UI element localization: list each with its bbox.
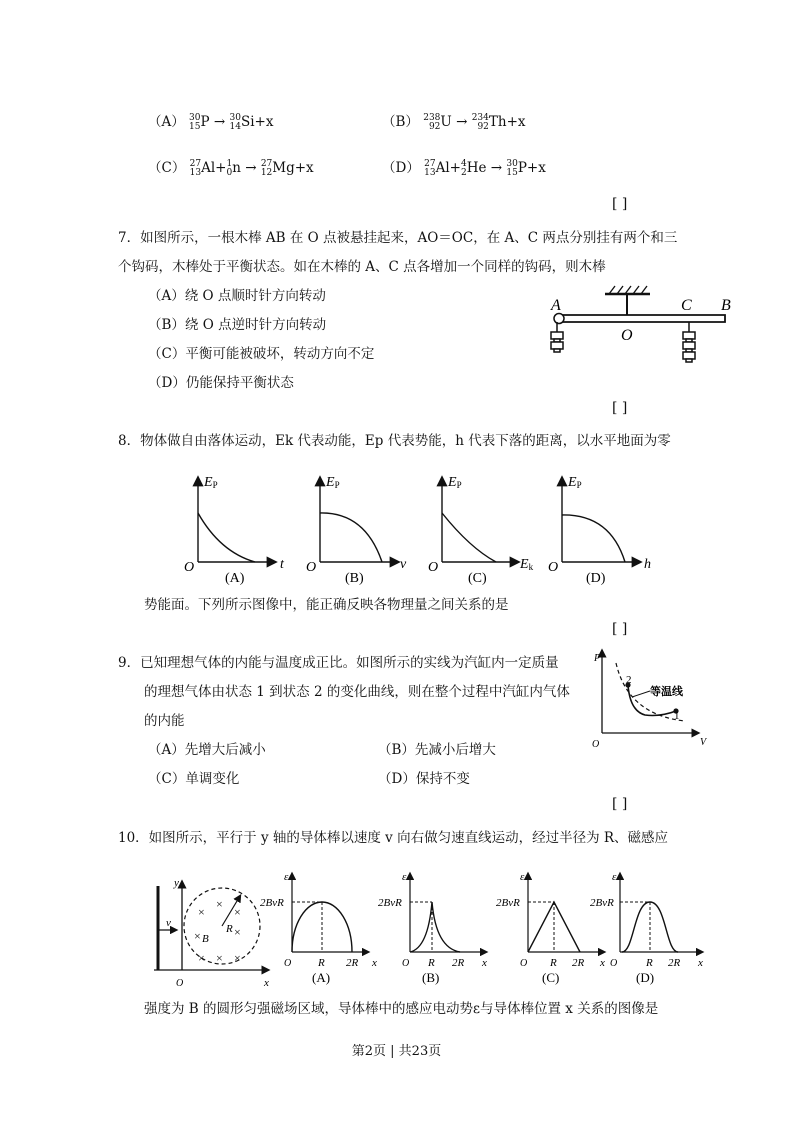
- q10-curve-b: [410, 902, 460, 952]
- svg-text:×: ×: [198, 905, 205, 919]
- svg-text:EP: EP: [204, 475, 218, 490]
- q8-curve-d: [562, 515, 625, 562]
- svg-text:×: ×: [234, 905, 241, 919]
- q6-option-a: （A） 30 15P → 30 14Si+x: [148, 112, 274, 132]
- q7-option-c: （C）平衡可能被破坏，转动方向不定: [148, 346, 375, 362]
- svg-text:ε: ε: [612, 871, 617, 883]
- svg-text:2R: 2R: [346, 957, 359, 969]
- svg-text:O: O: [402, 958, 410, 969]
- svg-text:O: O: [428, 560, 439, 575]
- q6-option-b: （B） 238 92U → 234 92Th+x: [382, 112, 526, 132]
- svg-text:x: x: [264, 977, 269, 989]
- svg-text:O: O: [184, 560, 195, 575]
- svg-text:O: O: [176, 978, 184, 989]
- q9-option-c: （C）单调变化: [148, 771, 240, 787]
- svg-text:R: R: [318, 957, 325, 969]
- q8-graph-c: [428, 475, 534, 586]
- svg-text:V: V: [700, 737, 707, 748]
- svg-text:EP: EP: [568, 475, 582, 490]
- svg-text:x: x: [372, 957, 377, 969]
- svg-text:y: y: [174, 877, 179, 889]
- q8-answer-bracket[interactable]: [ ]: [612, 621, 628, 637]
- svg-text:(A): (A): [312, 970, 331, 985]
- label-a: A: [551, 297, 561, 314]
- q6-option-d: （D） 27 13Al+4 2He → 30 15P+x: [382, 158, 546, 178]
- page-footer: 第2页 | 共23页: [351, 1044, 442, 1059]
- q8-graph-a: [184, 475, 285, 586]
- svg-text:O: O: [520, 958, 528, 969]
- svg-text:O: O: [548, 560, 559, 575]
- q10-graph-d: [590, 871, 703, 985]
- q8-curve-b: [320, 513, 382, 562]
- svg-text:2R: 2R: [572, 957, 585, 969]
- svg-text:ε: ε: [402, 871, 407, 883]
- q7-lever-figure: [545, 282, 745, 372]
- svg-text:2R: 2R: [452, 957, 465, 969]
- q9-option-b: （B）先减小后增大: [378, 742, 496, 758]
- svg-text:h: h: [644, 557, 651, 572]
- svg-text:R: R: [550, 957, 557, 969]
- q10-stem-line1: 10．如图所示，平行于 y 轴的导体棒以速度 v 向右做匀速直线运动，经过半径为 R、磁感应: [118, 830, 669, 846]
- q9-stem-line3: 的内能: [144, 713, 185, 729]
- q8-graph-d: [548, 475, 651, 586]
- svg-text:R: R: [428, 957, 435, 969]
- svg-text:(B): (B): [422, 970, 440, 985]
- svg-text:×: ×: [194, 929, 201, 943]
- svg-text:x: x: [482, 957, 487, 969]
- q7-answer-bracket[interactable]: [ ]: [612, 400, 628, 416]
- svg-text:x: x: [600, 957, 605, 969]
- q9-stem-line1: 9．已知理想气体的内能与温度成正比。如图所示的实线为汽缸内一定质量: [118, 655, 559, 671]
- svg-text:v: v: [400, 557, 407, 572]
- q8-graphs: [170, 470, 670, 588]
- svg-text:2BvR: 2BvR: [260, 897, 284, 909]
- svg-text:(D): (D): [586, 571, 606, 586]
- isotherm-label: 等温线: [650, 686, 683, 698]
- svg-text:×: ×: [234, 925, 241, 939]
- svg-text:(D): (D): [636, 970, 655, 985]
- svg-text:(A): (A): [225, 571, 245, 586]
- q10-graph-a: [260, 871, 377, 985]
- state-1-label: 1: [674, 710, 680, 722]
- q10-figures: [150, 868, 710, 993]
- svg-text:(C): (C): [542, 970, 560, 985]
- label-o: O: [621, 327, 633, 344]
- q7-option-a: （A）绕 O 点顺时针方向转动: [148, 288, 326, 304]
- svg-text:Ek: Ek: [520, 557, 534, 572]
- q8-curve-c: [442, 513, 496, 562]
- weights-at-a: [551, 332, 563, 352]
- q9-answer-bracket[interactable]: [ ]: [612, 796, 628, 812]
- q7-option-d: （D）仍能保持平衡状态: [148, 375, 294, 391]
- label-c: C: [681, 297, 692, 314]
- svg-text:2R: 2R: [668, 957, 681, 969]
- svg-text:B: B: [202, 933, 209, 945]
- q8-graph-b: [306, 475, 407, 586]
- svg-text:R: R: [226, 923, 233, 935]
- svg-text:EP: EP: [448, 475, 462, 490]
- svg-text:(C): (C): [468, 571, 487, 586]
- q7-stem-line2: 个钩码，木棒处于平衡状态。如在木棒的 A、C 点各增加一个同样的钩码，则木棒: [118, 259, 606, 275]
- svg-text:2BvR: 2BvR: [496, 897, 520, 909]
- svg-text:P: P: [594, 653, 601, 664]
- svg-text:O: O: [592, 739, 600, 750]
- q7-option-b: （B）绕 O 点逆时针方向转动: [148, 317, 327, 333]
- svg-text:×: ×: [234, 951, 241, 965]
- svg-text:×: ×: [198, 951, 205, 965]
- svg-text:×: ×: [216, 951, 223, 965]
- state-2-label: 2: [626, 674, 632, 686]
- q10-graph-b: [378, 871, 487, 985]
- label-b: B: [721, 297, 731, 314]
- svg-text:2BvR: 2BvR: [590, 897, 614, 909]
- q10-field-diagram: [154, 877, 269, 989]
- svg-text:x: x: [698, 957, 703, 969]
- svg-text:R: R: [646, 957, 653, 969]
- svg-text:v: v: [166, 917, 171, 929]
- svg-text:×: ×: [216, 897, 223, 911]
- q8-stem-line1: 8．物体做自由落体运动，Ek 代表动能，Ep 代表势能，h 代表下落的距离，以水平地面为零: [118, 433, 671, 449]
- q10-graph-c: [496, 871, 605, 985]
- q6-option-c: （C） 27 13Al+1 0n → 27 12Mg+x: [148, 158, 314, 178]
- svg-text:O: O: [284, 958, 292, 969]
- wooden-rod: [557, 315, 725, 322]
- svg-text:2BvR: 2BvR: [378, 897, 402, 909]
- q9-option-a: （A）先增大后减小: [148, 742, 266, 758]
- svg-text:ε: ε: [520, 871, 525, 883]
- q10-stem-line2: 强度为 B 的圆形匀强磁场区域，导体棒中的感应电动势ε与导体棒位置 x 关系的图像是: [144, 1001, 659, 1017]
- svg-text:(B): (B): [345, 571, 364, 586]
- q9-option-d: （D）保持不变: [378, 771, 470, 787]
- svg-text:O: O: [306, 560, 317, 575]
- q7-stem-line1: 7．如图所示，一根木棒 AB 在 O 点被悬挂起来，AO＝OC，在 A、C 两点分别挂有两个和三: [118, 230, 678, 246]
- q9-stem-line2: 的理想气体由状态 1 到状态 2 的变化曲线，则在整个过程中汽缸内气体: [144, 684, 570, 700]
- q8-curve-a: [198, 513, 255, 562]
- svg-text:ε: ε: [284, 871, 289, 883]
- q9-pv-figure: [590, 645, 710, 750]
- svg-text:EP: EP: [326, 475, 340, 490]
- svg-text:t: t: [280, 557, 284, 572]
- q6-answer-bracket[interactable]: [ ]: [612, 196, 628, 212]
- q8-stem-line2: 势能面。下列所示图像中，能正确反映各物理量之间关系的是: [144, 597, 509, 613]
- svg-text:O: O: [610, 958, 618, 969]
- weights-at-c: [683, 332, 695, 362]
